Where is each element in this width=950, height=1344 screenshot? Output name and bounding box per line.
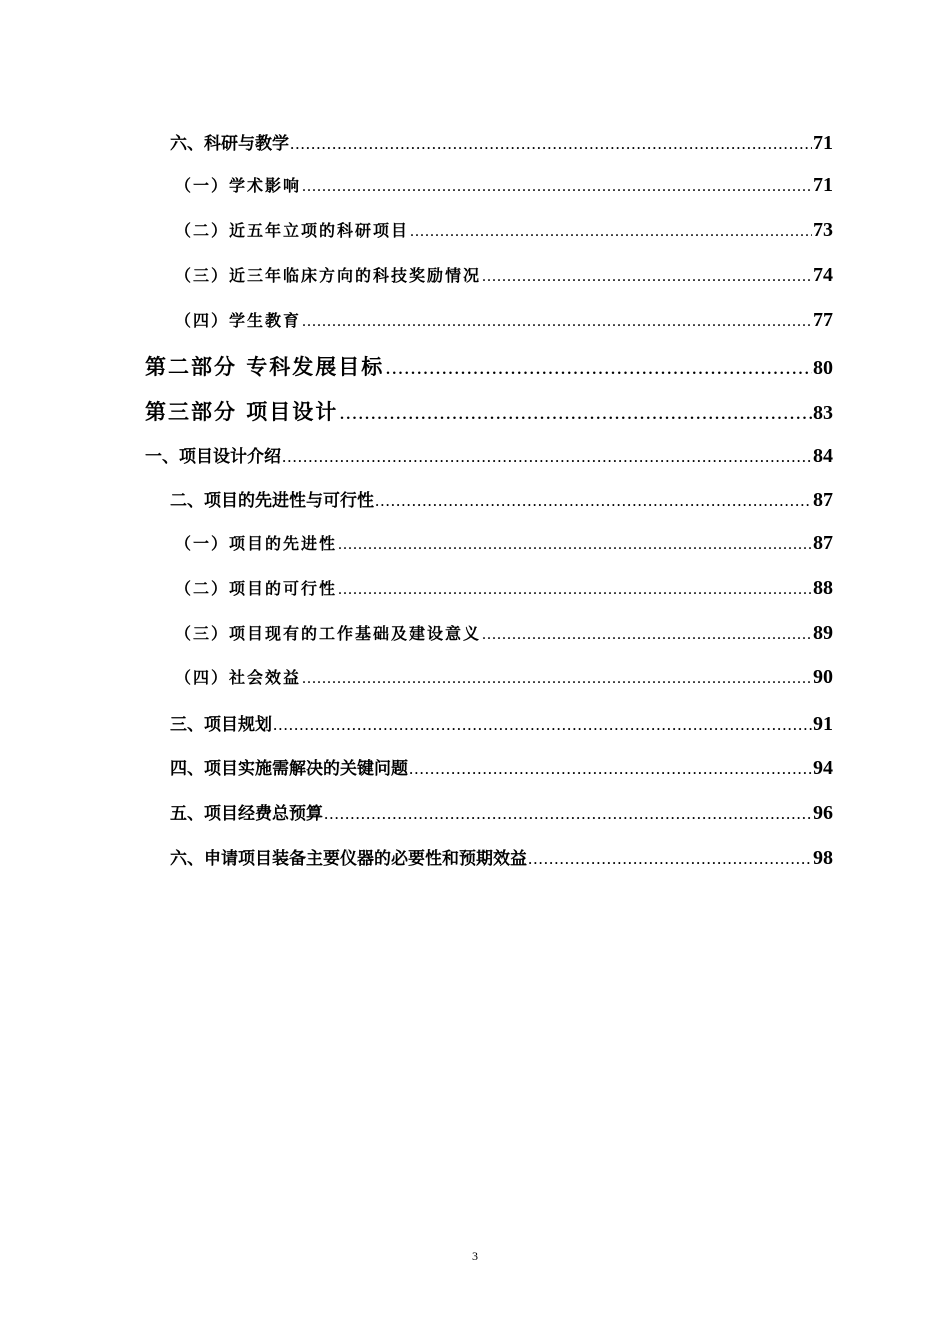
dot-leader — [302, 178, 812, 196]
toc-entry[interactable] — [175, 308, 833, 338]
dot-leader — [409, 759, 812, 779]
toc-entry-title: 第二部分 专科发展目标 — [145, 355, 385, 379]
page-number: 3 — [472, 1249, 478, 1263]
dot-leader — [302, 313, 812, 331]
toc-entry-page: 77 — [813, 309, 833, 331]
toc-entry-part[interactable] — [145, 351, 833, 381]
dot-leader — [273, 715, 812, 735]
toc-entry-page: 94 — [813, 757, 833, 779]
toc-entry-page: 80 — [813, 357, 833, 379]
toc-entry-title: 六、科研与教学 — [170, 134, 289, 154]
dot-leader — [375, 491, 812, 511]
toc-entry-page: 87 — [813, 489, 833, 511]
dot-leader — [324, 804, 812, 824]
toc-entry-title: （一）学术影响 — [175, 176, 302, 195]
dot-leader — [385, 355, 812, 380]
toc-entry-page: 73 — [813, 219, 833, 241]
toc-entry-title: 二、项目的先进性与可行性 — [170, 491, 374, 511]
toc-entry-title: （三）近三年临床方向的科技奖励情况 — [175, 266, 482, 285]
toc-entry[interactable] — [175, 173, 833, 203]
toc-entry[interactable] — [170, 754, 833, 784]
toc-entry-title: 五、项目经费总预算 — [170, 804, 323, 824]
toc-entry[interactable] — [170, 710, 833, 740]
dot-leader — [290, 134, 812, 154]
toc-entry-title: （二）项目的可行性 — [175, 579, 338, 598]
toc-entry[interactable] — [175, 218, 833, 248]
toc-entry-title: 一、项目设计介绍 — [145, 447, 281, 467]
toc-entry-title: 第三部分 项目设计 — [145, 400, 339, 424]
dot-leader — [302, 670, 812, 688]
dot-leader — [282, 447, 812, 467]
toc-entry[interactable] — [175, 665, 833, 695]
toc-entry-page: 90 — [813, 666, 833, 688]
toc-entry-page: 91 — [813, 713, 833, 735]
toc-entry-page: 71 — [813, 132, 833, 154]
toc-entry-page: 83 — [813, 402, 833, 424]
toc-entry-title: （四）社会效益 — [175, 668, 302, 687]
toc-entry[interactable] — [170, 486, 833, 516]
dot-leader — [482, 268, 812, 286]
toc-entry-title: 六、申请项目装备主要仪器的必要性和预期效益 — [170, 849, 527, 869]
toc-entry[interactable] — [175, 621, 833, 651]
toc-entry-page: 87 — [813, 532, 833, 554]
toc-entry-page: 84 — [813, 445, 833, 467]
toc-entry-title: （二）近五年立项的科研项目 — [175, 221, 410, 240]
toc-entry-title: （一）项目的先进性 — [175, 534, 338, 553]
dot-leader — [482, 626, 812, 644]
toc-entry[interactable] — [175, 263, 833, 293]
toc-entry[interactable] — [175, 531, 833, 561]
toc-entry[interactable] — [170, 844, 833, 874]
toc-entry-title: （三）项目现有的工作基础及建设意义 — [175, 624, 482, 643]
toc-entry-page: 89 — [813, 622, 833, 644]
toc-entry-page: 96 — [813, 802, 833, 824]
toc-entry-page: 88 — [813, 577, 833, 599]
toc-entry-page: 74 — [813, 264, 833, 286]
toc-entry-part[interactable] — [145, 396, 833, 426]
toc-entry-page: 71 — [813, 174, 833, 196]
toc-entry[interactable] — [145, 442, 833, 472]
toc-entry-title: 四、项目实施需解决的关键问题 — [170, 759, 408, 779]
dot-leader — [339, 400, 812, 425]
dot-leader — [338, 581, 812, 599]
toc-entry-title: 三、项目规划 — [170, 715, 272, 735]
toc-entry[interactable] — [170, 129, 833, 159]
toc-entry[interactable] — [170, 799, 833, 829]
dot-leader — [528, 849, 812, 869]
toc-entry-page: 98 — [813, 847, 833, 869]
toc-entry[interactable] — [175, 576, 833, 606]
dot-leader — [338, 536, 812, 554]
toc-entry-title: （四）学生教育 — [175, 311, 302, 330]
dot-leader — [410, 223, 812, 241]
